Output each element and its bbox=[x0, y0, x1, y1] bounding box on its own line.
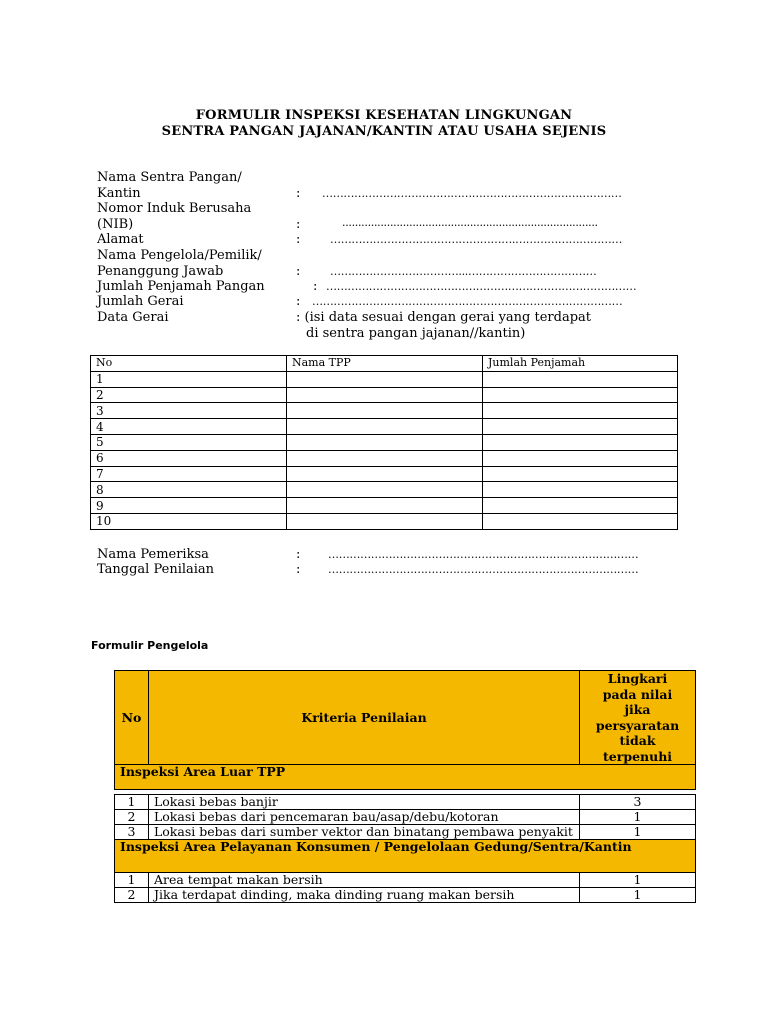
column-header-no: No bbox=[91, 356, 287, 372]
item-number: 2 bbox=[115, 888, 149, 903]
field-colon: : bbox=[296, 232, 301, 247]
table-row bbox=[91, 513, 678, 529]
field-dots-nama-pemeriksa[interactable]: …………………………………………………………………………… bbox=[328, 548, 639, 561]
row-number: 4 bbox=[91, 419, 287, 435]
row-number: 1 bbox=[91, 371, 287, 387]
jumlah-penjamah-cell[interactable] bbox=[483, 466, 678, 482]
table-row bbox=[115, 888, 696, 903]
item-score[interactable]: 3 bbox=[580, 795, 696, 810]
field-dots-nib[interactable]: ................................................................................ bbox=[342, 216, 598, 229]
field-label-alamat: Alamat bbox=[97, 232, 144, 247]
row-number: 5 bbox=[91, 434, 287, 450]
kriteria-table bbox=[114, 670, 696, 903]
field-dots-tanggal-penilaian[interactable]: …………………………………………………………………………… bbox=[328, 563, 639, 576]
field-label-pengelola: Nama Pengelola/Pemilik/ Penanggung Jawab bbox=[97, 248, 262, 279]
nama-tpp-cell[interactable] bbox=[287, 482, 483, 498]
table-row bbox=[91, 482, 678, 498]
field-colon: : bbox=[296, 294, 301, 309]
jumlah-penjamah-cell[interactable] bbox=[483, 403, 678, 419]
table-row bbox=[91, 387, 678, 403]
field-label-jumlah-gerai: Jumlah Gerai bbox=[97, 294, 184, 309]
column-header-jumlah-penjamah: Jumlah Penjamah bbox=[483, 356, 678, 372]
item-number: 3 bbox=[115, 825, 149, 840]
table-row bbox=[91, 498, 678, 514]
row-number: 6 bbox=[91, 450, 287, 466]
gerai-table-header-row bbox=[91, 356, 678, 372]
field-dots-nama-sentra[interactable]: ………………………………………………………………………… bbox=[322, 187, 622, 200]
nama-tpp-cell[interactable] bbox=[287, 387, 483, 403]
column-header-kriteria: Kriteria Penilaian bbox=[148, 671, 579, 765]
field-colon: : bbox=[296, 547, 301, 562]
row-number: 2 bbox=[91, 387, 287, 403]
nama-tpp-cell[interactable] bbox=[287, 371, 483, 387]
field-value-data-gerai: : (isi data sesuai dengan gerai yang terdapat di sentra pangan jajanan//kantin) bbox=[296, 310, 591, 341]
field-colon: : bbox=[296, 562, 301, 577]
nama-tpp-cell[interactable] bbox=[287, 513, 483, 529]
row-number: 7 bbox=[91, 466, 287, 482]
field-dots-alamat[interactable]: …………………………………………….………………………… bbox=[330, 233, 623, 246]
item-number: 2 bbox=[115, 810, 149, 825]
table-row bbox=[91, 466, 678, 482]
field-label-data-gerai: Data Gerai bbox=[97, 310, 169, 325]
field-colon: : bbox=[296, 264, 301, 279]
field-label-nib: Nomor Induk Berusaha (NIB) bbox=[97, 201, 252, 232]
column-header-no: No bbox=[115, 671, 149, 765]
nama-tpp-cell[interactable] bbox=[287, 466, 483, 482]
item-score[interactable]: 1 bbox=[580, 873, 696, 888]
field-label-nama-pemeriksa: Nama Pemeriksa bbox=[97, 547, 209, 562]
column-header-nilai: Lingkari pada nilai jika persyaratan tidak terpenuhi bbox=[580, 671, 696, 765]
table-row bbox=[91, 450, 678, 466]
table-row bbox=[115, 810, 696, 825]
jumlah-penjamah-cell[interactable] bbox=[483, 371, 678, 387]
jumlah-penjamah-cell[interactable] bbox=[483, 482, 678, 498]
nama-tpp-cell[interactable] bbox=[287, 434, 483, 450]
row-number: 8 bbox=[91, 482, 287, 498]
table-row bbox=[91, 371, 678, 387]
item-text: Jika terdapat dinding, maka dinding ruang makan bersih bbox=[148, 888, 579, 903]
section-title-area-pelayanan: Inspeksi Area Pelayanan Konsumen / Pengelolaan Gedung/Sentra/Kantin bbox=[115, 840, 696, 873]
row-number: 10 bbox=[91, 513, 287, 529]
field-label-jumlah-penjamah: Jumlah Penjamah Pangan bbox=[97, 279, 265, 294]
table-row bbox=[91, 419, 678, 435]
item-text: Lokasi bebas banjir bbox=[148, 795, 579, 810]
section-label-formulir-pengelola: Formulir Pengelola bbox=[91, 639, 209, 652]
field-label-tanggal-penilaian: Tanggal Penilaian bbox=[97, 562, 215, 577]
field-colon: : bbox=[296, 217, 301, 232]
nama-tpp-cell[interactable] bbox=[287, 419, 483, 435]
item-score[interactable]: 1 bbox=[580, 825, 696, 840]
row-number: 9 bbox=[91, 498, 287, 514]
row-number: 3 bbox=[91, 403, 287, 419]
table-row bbox=[115, 873, 696, 888]
jumlah-penjamah-cell[interactable] bbox=[483, 419, 678, 435]
table-row bbox=[115, 795, 696, 810]
item-text: Area tempat makan bersih bbox=[148, 873, 579, 888]
field-dots-jumlah-penjamah[interactable]: …………………………………………………………………………… bbox=[326, 280, 637, 293]
item-text: Lokasi bebas dari sumber vektor dan binatang pembawa penyakit bbox=[148, 825, 579, 840]
item-score[interactable]: 1 bbox=[580, 888, 696, 903]
table-row bbox=[91, 434, 678, 450]
gerai-table bbox=[90, 355, 678, 530]
item-text: Lokasi bebas dari pencemaran bau/asap/debu/kotoran bbox=[148, 810, 579, 825]
table-row bbox=[91, 403, 678, 419]
item-number: 1 bbox=[115, 873, 149, 888]
nama-tpp-cell[interactable] bbox=[287, 403, 483, 419]
document-title-line-2: SENTRA PANGAN JAJANAN/KANTIN ATAU USAHA SEJENIS bbox=[161, 124, 607, 139]
item-number: 1 bbox=[115, 795, 149, 810]
nama-tpp-cell[interactable] bbox=[287, 450, 483, 466]
section-title-area-luar: Inspeksi Area Luar TPP bbox=[115, 765, 696, 790]
section-row bbox=[115, 765, 696, 790]
section-row bbox=[115, 840, 696, 873]
field-label-nama-sentra: Nama Sentra Pangan/ Kantin bbox=[97, 170, 242, 201]
column-header-nama-tpp: Nama TPP bbox=[287, 356, 483, 372]
table-row bbox=[115, 825, 696, 840]
jumlah-penjamah-cell[interactable] bbox=[483, 498, 678, 514]
jumlah-penjamah-cell[interactable] bbox=[483, 450, 678, 466]
jumlah-penjamah-cell[interactable] bbox=[483, 387, 678, 403]
field-dots-pengelola[interactable]: ………………………………...……………………………… bbox=[330, 265, 597, 278]
field-colon: : bbox=[296, 186, 301, 201]
field-dots-jumlah-gerai[interactable]: …………………………………………………………………………… bbox=[312, 295, 623, 308]
item-score[interactable]: 1 bbox=[580, 810, 696, 825]
field-colon: : bbox=[313, 279, 318, 294]
jumlah-penjamah-cell[interactable] bbox=[483, 434, 678, 450]
nama-tpp-cell[interactable] bbox=[287, 498, 483, 514]
document-title-line-1: FORMULIR INSPEKSI KESEHATAN LINGKUNGAN bbox=[195, 108, 573, 123]
jumlah-penjamah-cell[interactable] bbox=[483, 513, 678, 529]
kriteria-header-row bbox=[115, 671, 696, 765]
